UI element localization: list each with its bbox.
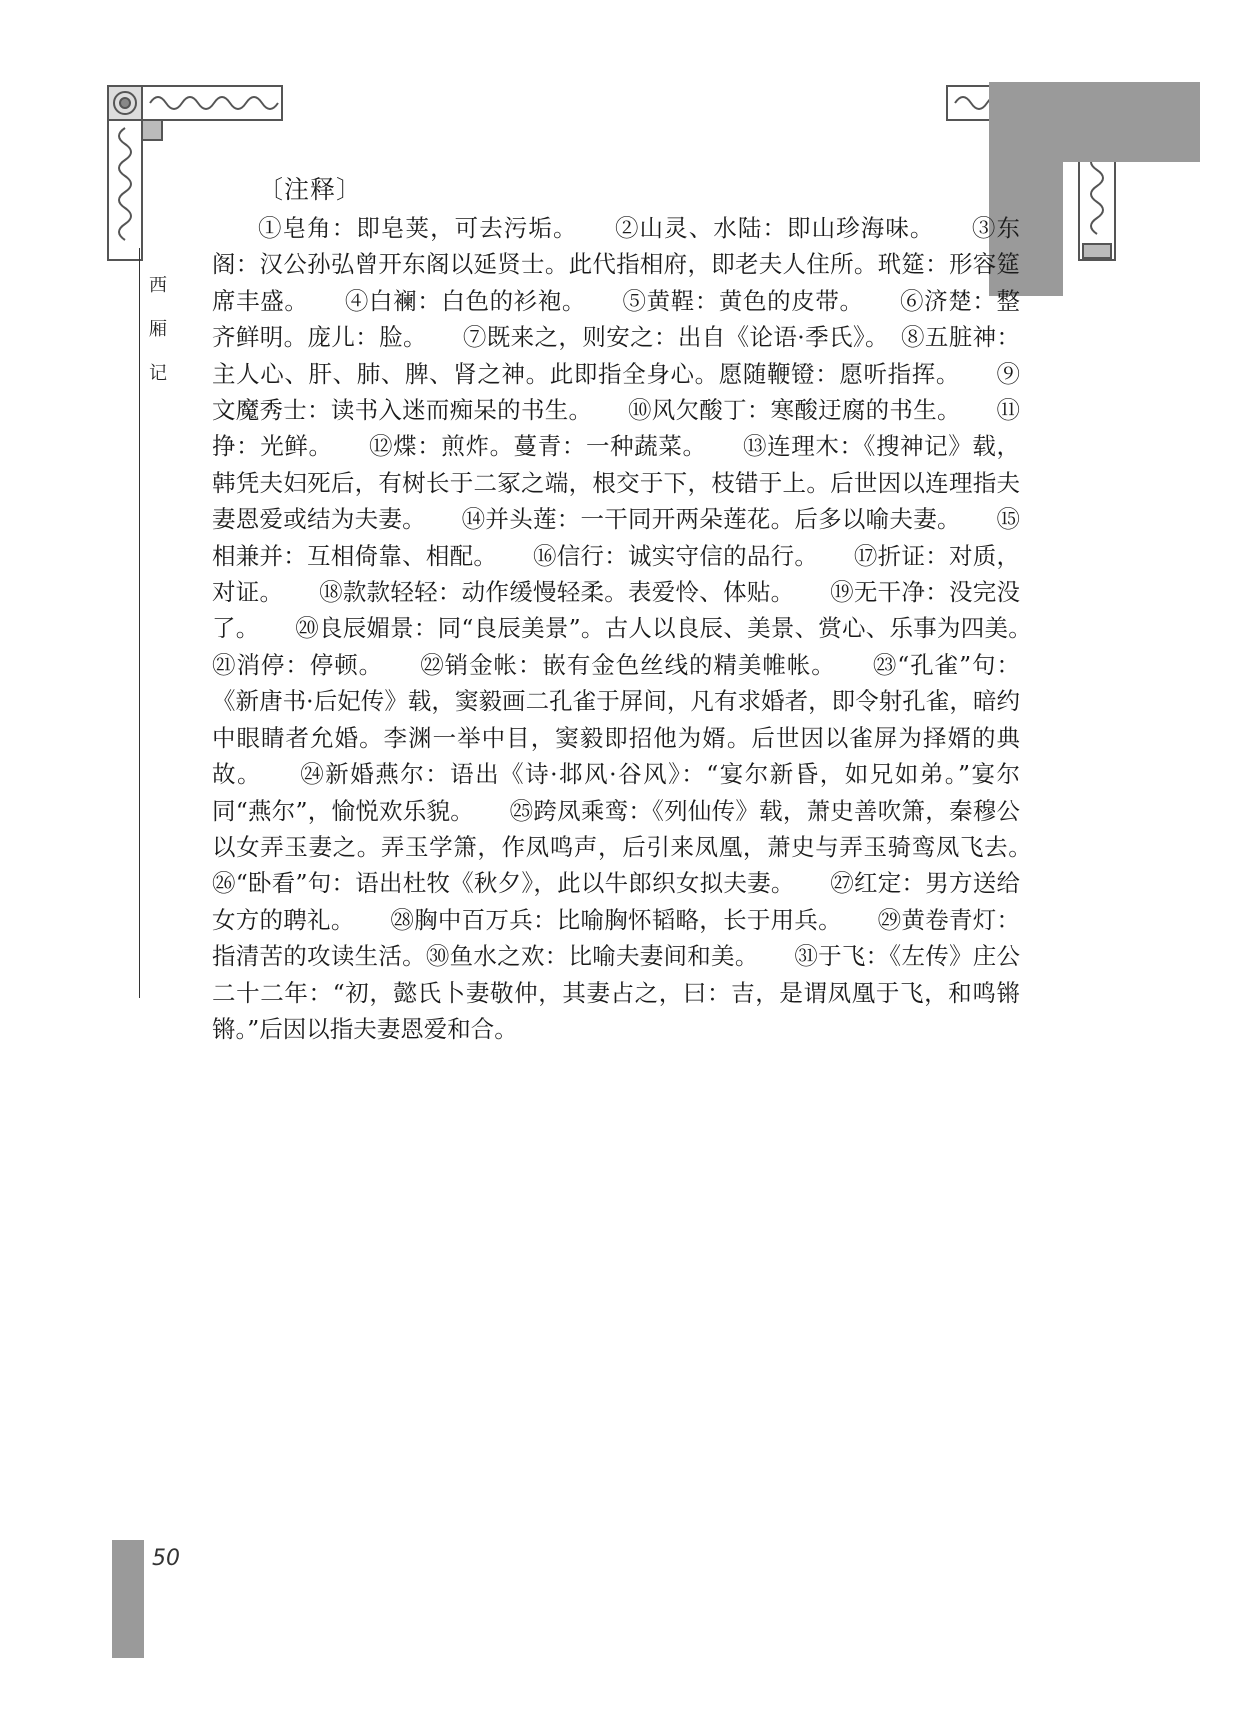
side-vertical-rule <box>139 248 140 998</box>
section-heading: 〔注释〕 <box>258 175 363 204</box>
running-head-vertical: 西 厢 记 <box>149 275 167 384</box>
page-number: 50 <box>152 1546 180 1571</box>
annotation-notes: ①皂角：即皂荚，可去污垢。 ②山灵、水陆：即山珍海味。 ③东阁：汉公孙弘曾开东阁以延贤士。此代指相府，即老夫人住所。玳筵：形容筵席丰盛。 ④白襕：白色的衫袍。 ⑤黄鞓：黄色的皮带。 ⑥济楚：整齐鲜明。庞儿：脸。 ⑦既来之，则安之：出自《论语·季氏》。 ⑧五脏神：主人心、肝、肺、脾、肾之神。此即指全身心。愿随鞭镫：愿听指挥。 ⑨文魔秀士：读书入迷而痴呆的书生。 ⑩风欠酸丁：寒酸迂腐的书生。 ⑪挣：光鲜。 ⑫煠：煎炸。蔓青：一种蔬菜。 ⑬连理木：《搜神记》载，韩凭夫妇死后，有树长于二冢之端，根交于下，枝错于上。后世因以连理指夫妻恩爱或结为夫妻。 ⑭并头莲：一干同开两朵莲花。后多以喻夫妻。 ⑮相兼并：互相倚靠、相配。 ⑯信行：诚实守信的品行。 ⑰折证：对质，对证。 ⑱款款轻轻：动作缓慢轻柔。表爱怜、体贴。 ⑲无干净：没完没了。 ⑳良辰媚景：同“良辰美景”。古人以良辰、美景、赏心、乐事为四美。 ㉑消停：停顿。 ㉒销金帐：嵌有金色丝线的精美帷帐。 ㉓“孔雀”句：《新唐书·后妃传》载，窦毅画二孔雀于屏间，凡有求婚者，即令射孔雀，暗约中眼睛者允婚。李渊一举中目，窦毅即招他为婿。后世因以雀屏为择婿的典故。 ㉔新婚燕尔：语出《诗·邶风·谷风》：“宴尔新昏，如兄如弟。”宴尔同“燕尔”，愉悦欢乐貌。 ㉕跨凤乘鸾：《列仙传》载，萧史善吹箫，秦穆公以女弄玉妻之。弄玉学箫，作凤鸣声，后引来凤凰，萧史与弄玉骑鸾凤飞去。 ㉖“卧看”句：语出杜牧《秋夕》，此以牛郎织女拟夫妻。 ㉗红定：男方送给女方的聘礼。 ㉘胸中百万兵：比喻胸怀韬略，长于用兵。 ㉙黄卷青灯：指清苦的攻读生活。㉚鱼水之欢：比喻夫妻间和美。 ㉛于飞：《左传》庄公二十二年：“初，懿氏卜妻敬仲，其妻占之，曰：吉，是谓凤凰于飞，和鸣锵锵。”后因以指夫妻恩爱和合。 <box>212 214 1067 1043</box>
gray-tab-block-bottom-left <box>112 1540 144 1658</box>
